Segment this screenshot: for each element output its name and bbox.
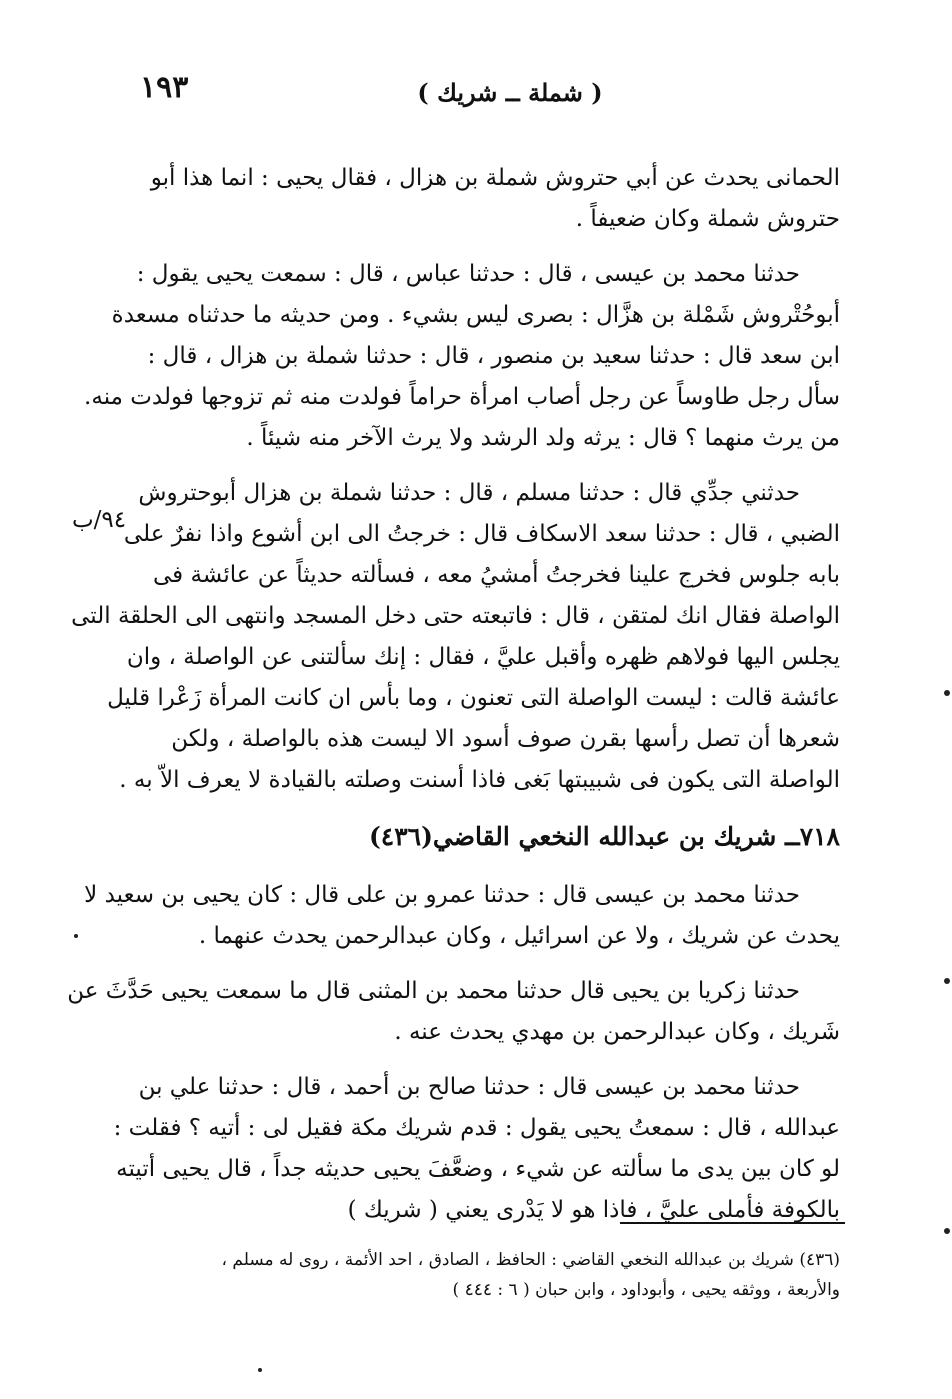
- text-line: حدثنا محمد بن عيسى قال : حدثنا صالح بن أحمد ، قال : حدثنا علي بن: [138, 1074, 800, 1100]
- text-line: عبدالله ، قال : سمعتُ يحيى يقول : قدم شريك مكة فقيل لى : أتيه ؟ فقلت :: [113, 1115, 840, 1141]
- text-line: بابه جلوس فخرج علينا فخرجتُ أمشيُ معه ، فسألته حديثاً عن عائشة فى: [153, 562, 840, 588]
- entry-heading: ٧١٨ــ شريك بن عبدالله النخعي القاضي(٤٣٦): [368, 822, 840, 851]
- text-line: الحمانى يحدث عن أبي حتروش شملة بن هزال ، فقال يحيى : انما هذا أبو: [150, 165, 840, 191]
- page-number: ١٩٣: [140, 70, 189, 105]
- text-line: حدثني جدِّي قال : حدثنا مسلم ، قال : حدثنا شملة بن هزال أبوحتروش: [138, 480, 800, 506]
- scan-speck: [944, 1228, 950, 1234]
- text-line: حدثنا محمد بن عيسى ، قال : حدثنا عباس ، قال : سمعت يحيى يقول :: [136, 261, 800, 287]
- paragraph-1: [140, 158, 840, 240]
- scan-speck: [944, 690, 950, 696]
- text-line: شَريك ، وكان عبدالرحمن بن مهدي يحدث عنه .: [394, 1019, 840, 1045]
- paragraph-2: [84, 254, 840, 459]
- scan-speck: [74, 934, 78, 938]
- text-line: الواصلة التى يكون فى شبيبتها بَغى فاذا أسنت وصلته بالقيادة لا يعرف الاّ به .: [119, 767, 840, 793]
- text-line: يجلس اليها فولاهم ظهره وأقبل عليَّ ، فقال : إنك سألتنى عن الواصلة ، وان: [126, 644, 840, 670]
- text-line: من يرث منهما ؟ قال : يرثه ولد الرشد ولا يرث الآخر منه شيئاً .: [246, 425, 840, 451]
- folio-marker: ٩٤/ب: [72, 507, 127, 533]
- text-line: أبوحُتْروش شَمْلة بن هزَّال : بصرى ليس بشيء . ومن حديثه ما حدثناه مسعدة: [111, 302, 840, 328]
- paragraph-5: [67, 971, 840, 1053]
- text-line: حدثنا زكريا بن يحيى قال حدثنا محمد بن المثنى قال ما سمعت يحيى حَدَّثَ عن: [67, 978, 800, 1004]
- text-line: الواصلة فقال انك لمتقن ، قال : فاتبعته حتى دخل المسجد وانتهى الى الحلقة التى: [71, 603, 840, 629]
- paragraph-4: [84, 875, 840, 957]
- footnote: [140, 1245, 840, 1305]
- text-line: يحدث عن شريك ، ولا عن اسرائيل ، وكان عبدالرحمن يحدث عنهما .: [198, 923, 840, 949]
- text-line: شعرها أن تصل رأسها بقرن صوف أسود الا ليست هذه بالواصلة ، ولكن: [171, 726, 840, 752]
- text-line: سأل رجل طاوساً عن رجل أصاب امرأة حراماً فولدت منه ثم تزوجها فولدت منه.: [84, 384, 840, 410]
- scan-speck: [258, 1368, 262, 1372]
- footnote-divider: [620, 1222, 845, 1224]
- paragraph-6: [113, 1067, 840, 1231]
- footnote-line: (٤٣٦) شريك بن عبدالله النخعي القاضي : الحافظ ، الصادق ، احد الأئمة ، روى له مسلم ،: [221, 1250, 840, 1270]
- scan-speck: [944, 978, 950, 984]
- text-line: حتروش شملة وكان ضعيفاً .: [575, 206, 840, 232]
- text-line: ابن سعد قال : حدثنا سعيد بن منصور ، قال : حدثنا شملة بن هزال ، قال :: [147, 343, 840, 369]
- footnote-line: والأربعة ، ووثقه يحيى ، وأبوداود ، وابن حبان ( ٦ : ٤٤٤ ): [452, 1280, 840, 1300]
- text-line: بالكوفة فأملى عليَّ ، فاذا هو لا يَدْرى يعني ( شريك ): [347, 1197, 840, 1223]
- text-line: عائشة قالت : ليست الواصلة التى تعنون ، وما بأس ان كانت المرأة زَعْرا قليل: [107, 685, 840, 711]
- running-title: ( شملة ــ شريك ): [417, 78, 603, 107]
- text-line: الضبي ، قال : حدثنا سعد الاسكاف قال : خرجتُ الى ابن أشوع واذا نفرٌ على: [123, 521, 840, 547]
- text-line: حدثنا محمد بن عيسى قال : حدثنا عمرو بن على قال : كان يحيى بن سعيد لا: [84, 882, 800, 908]
- text-line: لو كان بين يدى ما سألته عن شيء ، وضعَّفَ يحيى حديثه جداً ، قال يحيى أتيته: [116, 1156, 840, 1182]
